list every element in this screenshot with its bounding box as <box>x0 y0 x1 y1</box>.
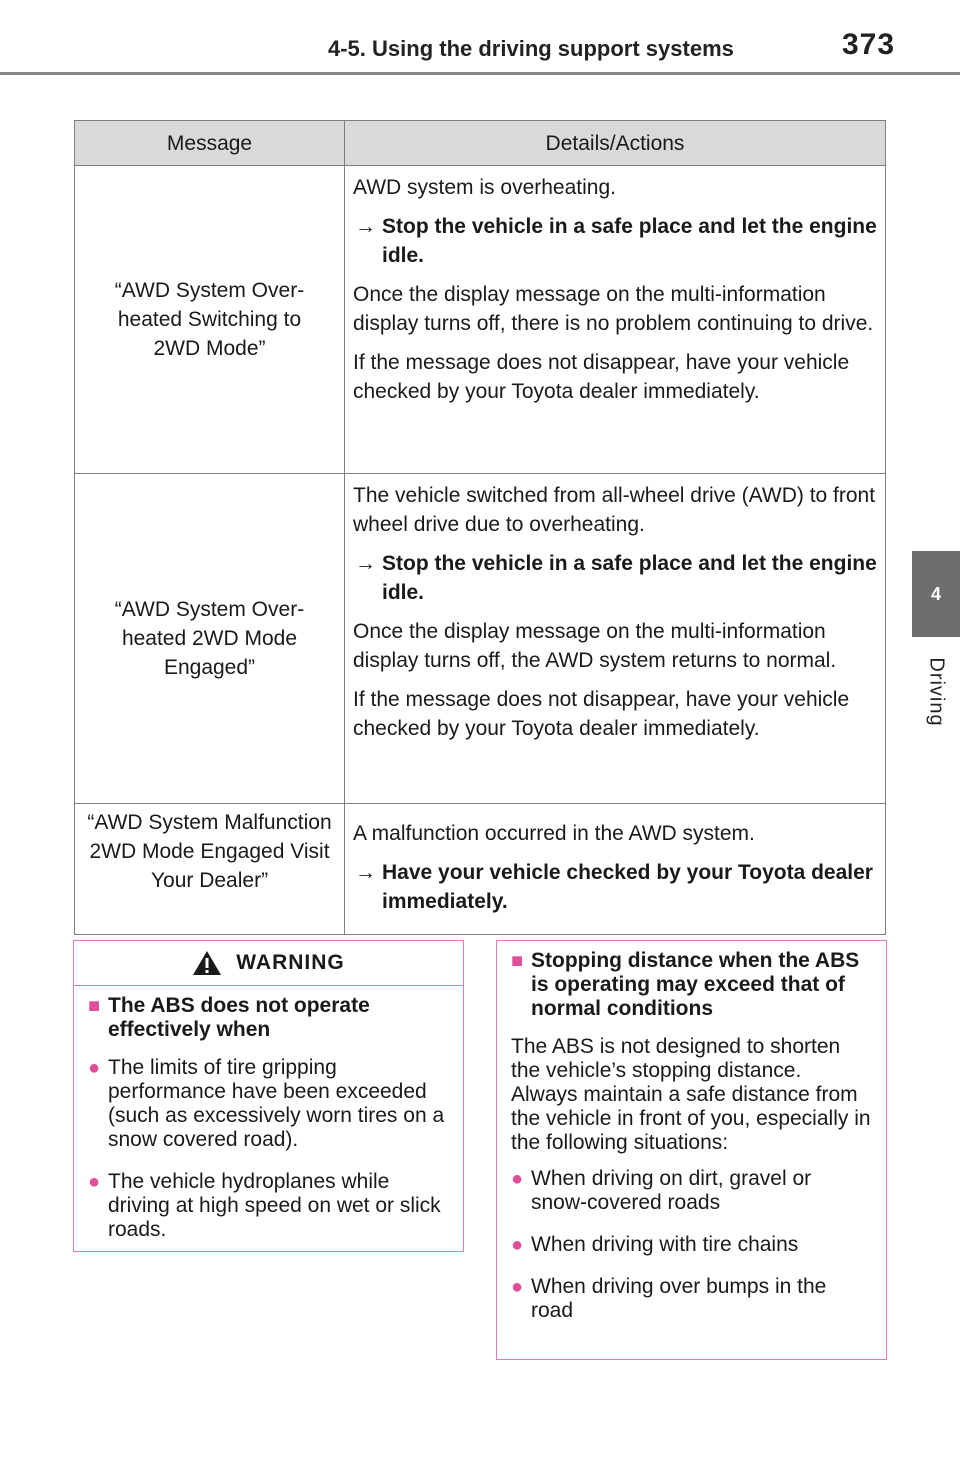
list-item-text: When driving with tire chains <box>531 1233 799 1256</box>
message-table <box>74 120 886 935</box>
action-text: Have your vehicle checked by your Toyota dealer immediately. <box>382 861 873 913</box>
message-cell <box>75 474 345 804</box>
arrow-right-icon: → <box>355 552 376 575</box>
warning-heading <box>88 994 449 1042</box>
details-cell <box>345 474 886 804</box>
header-rule <box>0 72 960 75</box>
chapter-label-text: Driving <box>925 657 948 727</box>
action-item <box>353 549 879 607</box>
list-item <box>511 1275 872 1323</box>
details-cell <box>345 166 886 474</box>
info-box <box>496 940 887 1360</box>
action-text: Stop the vehicle in a safe place and let the engine idle. <box>382 552 877 604</box>
action-item <box>353 212 879 270</box>
detail-text: AWD system is overheating. <box>353 176 616 199</box>
warning-body <box>74 986 463 1242</box>
list-item-text: When driving over bumps in the road <box>531 1275 827 1322</box>
arrow-right-icon: → <box>355 215 376 238</box>
section-title: 4-5. Using the driving support systems <box>328 36 734 61</box>
info-heading-text: Stopping distance when the ABS is operating may exceed that of normal conditions <box>531 949 860 1020</box>
table-row <box>75 166 886 474</box>
list-item <box>88 1056 449 1152</box>
circle-bullet-icon: ● <box>511 1234 524 1256</box>
warning-header <box>74 941 463 986</box>
detail-text: Once the display message on the multi-information display turns off, there is no problem continuing to drive. <box>353 283 874 335</box>
message-cell <box>75 166 345 474</box>
detail-text: If the message does not disappear, have your vehicle checked by your Toyota dealer immediately. <box>353 351 850 403</box>
column-header-message: Message <box>75 121 345 166</box>
message-text: “AWD System Malfunction 2WD Mode Engaged Visit Your Dealer” <box>87 811 332 892</box>
message-text: “AWD System Over-heated 2WD Mode Engaged” <box>114 598 305 679</box>
list-item-text: When driving on dirt, gravel or snow-covered roads <box>531 1167 812 1214</box>
message-cell <box>75 804 345 935</box>
chapter-tab[interactable] <box>912 551 960 637</box>
circle-bullet-icon: ● <box>88 1057 101 1079</box>
info-body <box>497 941 886 1323</box>
list-item <box>511 1233 872 1257</box>
chapter-number: 4 <box>930 583 941 604</box>
detail-text: If the message does not disappear, have your vehicle checked by your Toyota dealer immediately. <box>353 688 850 740</box>
info-paragraph: The ABS is not designed to shorten the vehicle’s stopping distance. Always maintain a safe distance from the vehicle in front of you, especially in the following situations: <box>511 1035 871 1154</box>
column-header-details: Details/Actions <box>345 121 886 166</box>
detail-text: Once the display message on the multi-information display turns off, the AWD system returns to normal. <box>353 620 837 672</box>
page-number: 373 <box>842 28 896 61</box>
detail-text: The vehicle switched from all-wheel drive (AWD) to front wheel drive due to overheating. <box>353 484 876 536</box>
list-item <box>88 1170 449 1242</box>
list-item <box>511 1167 872 1215</box>
warning-box <box>73 940 464 1252</box>
detail-text: A malfunction occurred in the AWD system. <box>353 822 755 845</box>
list-item-text: The vehicle hydroplanes while driving at high speed on wet or slick roads. <box>108 1170 441 1241</box>
square-bullet-icon: ■ <box>511 950 524 972</box>
info-heading <box>511 949 872 1021</box>
warning-heading-text: The ABS does not operate effectively when <box>108 994 370 1041</box>
circle-bullet-icon: ● <box>511 1276 524 1298</box>
circle-bullet-icon: ● <box>511 1168 524 1190</box>
table-row <box>75 804 886 935</box>
action-item <box>353 858 879 916</box>
details-cell <box>345 804 886 935</box>
list-item-text: The limits of tire gripping performance have been exceeded (such as excessively worn tires on a snow covered road). <box>108 1056 445 1151</box>
circle-bullet-icon: ● <box>88 1171 101 1193</box>
warning-triangle-icon <box>192 950 222 976</box>
table-row <box>75 474 886 804</box>
action-text: Stop the vehicle in a safe place and let the engine idle. <box>382 215 877 267</box>
arrow-right-icon: → <box>355 861 376 884</box>
message-text: “AWD System Over-heated Switching to 2WD Mode” <box>114 279 305 360</box>
warning-label: WARNING <box>236 951 345 974</box>
table-header-row <box>75 121 886 166</box>
square-bullet-icon: ■ <box>88 995 101 1017</box>
